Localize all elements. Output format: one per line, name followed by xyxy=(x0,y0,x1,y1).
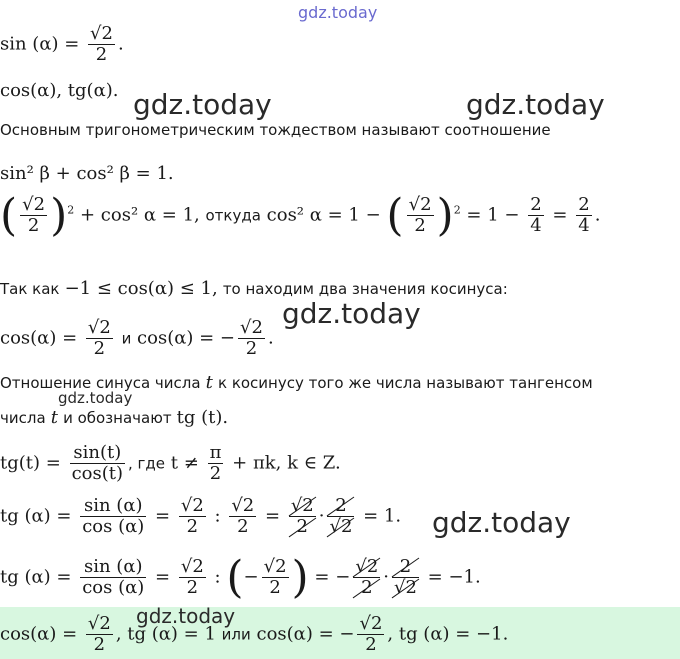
line-tg-negative: tg (α) = $\frac{\sin (\alpha)}{\cos (\alpha)}$ = $\frac{√2}{2}$ : (− $\frac{√2}{2}$ ) = − $\frac{√2}{2}$ · $\frac{2}{√2}$ = −1. xyxy=(0,552,481,603)
line-range: Так как −1 ≤ cos(α) ≤ 1, то находим два значения косинуса: xyxy=(0,278,508,299)
line-identity: sin² β + cos² β = 1. xyxy=(0,163,174,184)
line-identity-text: Основным тригонометрическим тождеством называют соотношение xyxy=(0,121,551,139)
line-cos-values: cos(α) = $\frac{√2}{2}$ и cos(α) = − $\frac{√2}{2}$ . xyxy=(0,317,274,359)
watermark: gdz.today xyxy=(432,506,571,539)
line-tangent-notation: числа t и обозначают tg (t). xyxy=(0,407,229,428)
line-answer: cos(α) = $\frac{√2}{2}$ , tg (α) = 1 или cos(α) = − $\frac{√2}{2}$ , tg (α) = −1. xyxy=(0,613,509,655)
watermark-top: gdz.today xyxy=(298,3,378,22)
watermark: gdz.today xyxy=(136,604,236,628)
line-tg-formula: tg(t) = $\frac{\sin(t)}{\cos(t)}$ , где t ≠ $\frac{\pi}{2}$ + πk, k ∈ Z. xyxy=(0,442,341,484)
line-tg-positive: tg (α) = $\frac{\sin (\alpha)}{\cos (\alpha)}$ = $\frac{√2}{2}$ : $\frac{√2}{2}$ = $\frac{√2}{2}$ · $\frac{2}{√2}$ = 1. xyxy=(0,495,402,537)
line-sin-value: sin (α) = $\frac{√2}{2}$ . xyxy=(0,23,124,65)
watermark: gdz.today xyxy=(133,88,272,121)
line-compute-cos: ( $\frac{√2}{2}$ )$^2$ + cos² α = 1, откуда cos² α = 1 − ( $\frac{√2}{2}$ )$^2$ = 1 − $\frac{2}{4}$ = $\frac{2}{4}$ . xyxy=(0,190,601,241)
line-tangent-def: Отношение синуса числа t к косинусу того же числа называют тангенсом xyxy=(0,372,593,393)
line-find: cos(α), tg(α). xyxy=(0,80,119,101)
watermark: gdz.today xyxy=(58,389,133,407)
watermark: gdz.today xyxy=(466,88,605,121)
watermark: gdz.today xyxy=(282,297,421,330)
